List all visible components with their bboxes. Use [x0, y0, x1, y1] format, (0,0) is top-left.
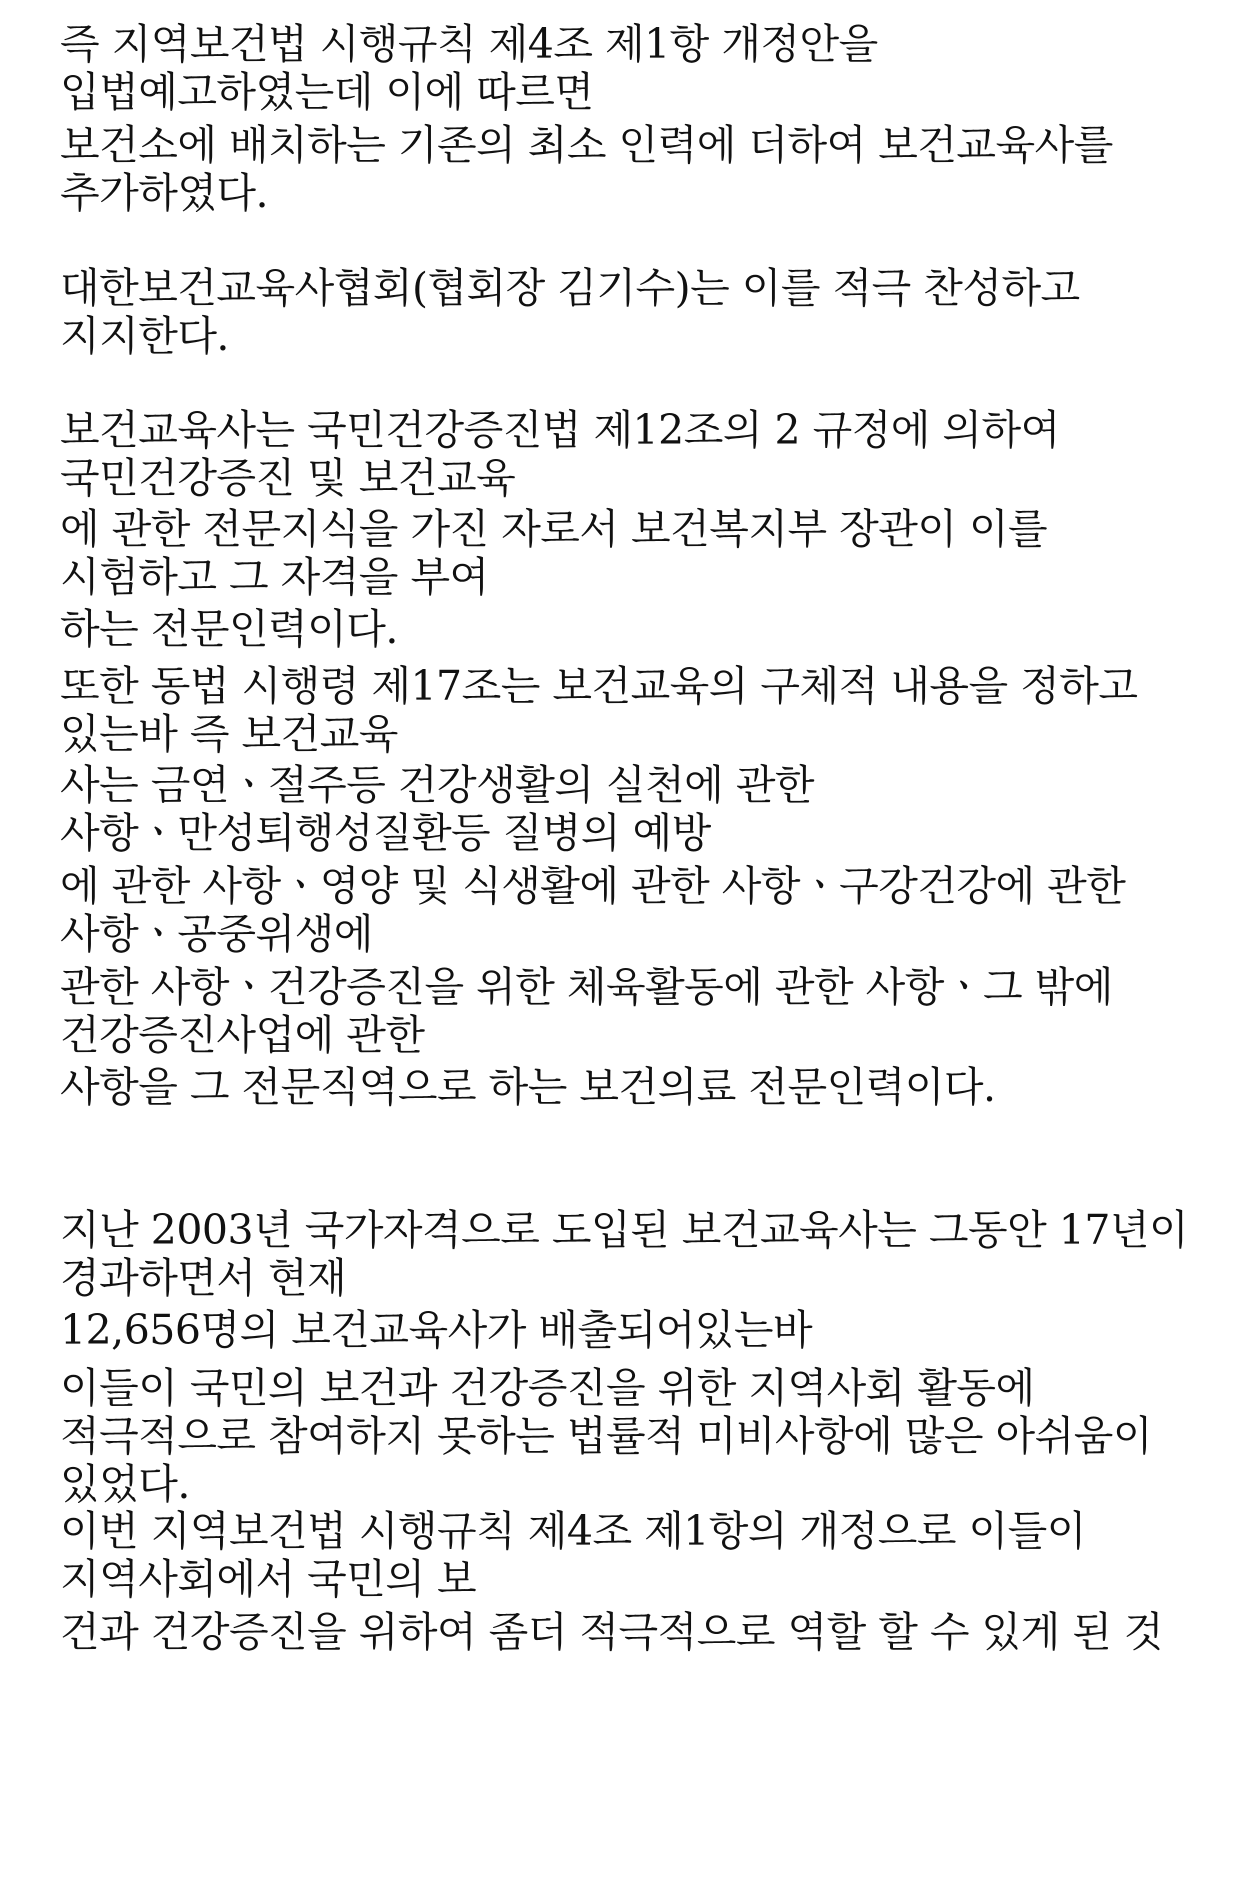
paragraph-1: 즉 지역보건법 시행규칙 제4조 제1항 개정안을 입법예고하였는데 이에 따르면: [60, 20, 878, 116]
paragraph-11: 사항을 그 전문직역으로 하는 보건의료 전문인력이다.: [60, 1063, 996, 1111]
paragraph-15: 이번 지역보건법 시행규칙 제4조 제1항의 개정으로 이들이 지역사회에서 국민의 보: [60, 1507, 1086, 1603]
paragraph-13: 12,656명의 보건교육사가 배출되어있는바: [60, 1306, 813, 1354]
paragraph-3: 대한보건교육사협회(협회장 김기수)는 이를 적극 찬성하고 지지한다.: [60, 264, 1080, 360]
paragraph-8: 사는 금연ㆍ절주등 건강생활의 실천에 관한 사항ㆍ만성퇴행성질환등 질병의 예방: [60, 761, 815, 857]
paragraph-16: 건과 건강증진을 위하여 좀더 적극적으로 역할 할 수 있게 된 것: [60, 1608, 1163, 1656]
paragraph-9: 에 관한 사항ㆍ영양 및 식생활에 관한 사항ㆍ구강건강에 관한 사항ㆍ공중위생에: [60, 862, 1126, 958]
paragraph-6: 하는 전문인력이다.: [60, 605, 398, 653]
paragraph-4: 보건교육사는 국민건강증진법 제12조의 2 규정에 의하여 국민건강증진 및 보건교육: [60, 406, 1060, 502]
paragraph-2: 보건소에 배치하는 기존의 최소 인력에 더하여 보건교육사를 추가하였다.: [60, 121, 1113, 217]
paragraph-12: 지난 2003년 국가자격으로 도입된 보건교육사는 그동안 17년이 경과하면서 현재: [60, 1206, 1189, 1302]
paragraph-14: 이들이 국민의 보건과 건강증진을 위한 지역사회 활동에 적극적으로 참여하지 못하는 법률적 미비사항에 많은 아쉬움이 있었다.: [60, 1364, 1152, 1508]
paragraph-5: 에 관한 전문지식을 가진 자로서 보건복지부 장관이 이를 시험하고 그 자격을 부여: [60, 505, 1048, 601]
paragraph-10: 관한 사항ㆍ건강증진을 위한 체육활동에 관한 사항ㆍ그 밖에 건강증진사업에 관한: [60, 963, 1113, 1059]
paragraph-7: 또한 동법 시행령 제17조는 보건교육의 구체적 내용을 정하고 있는바 즉 보건교육: [60, 662, 1138, 758]
